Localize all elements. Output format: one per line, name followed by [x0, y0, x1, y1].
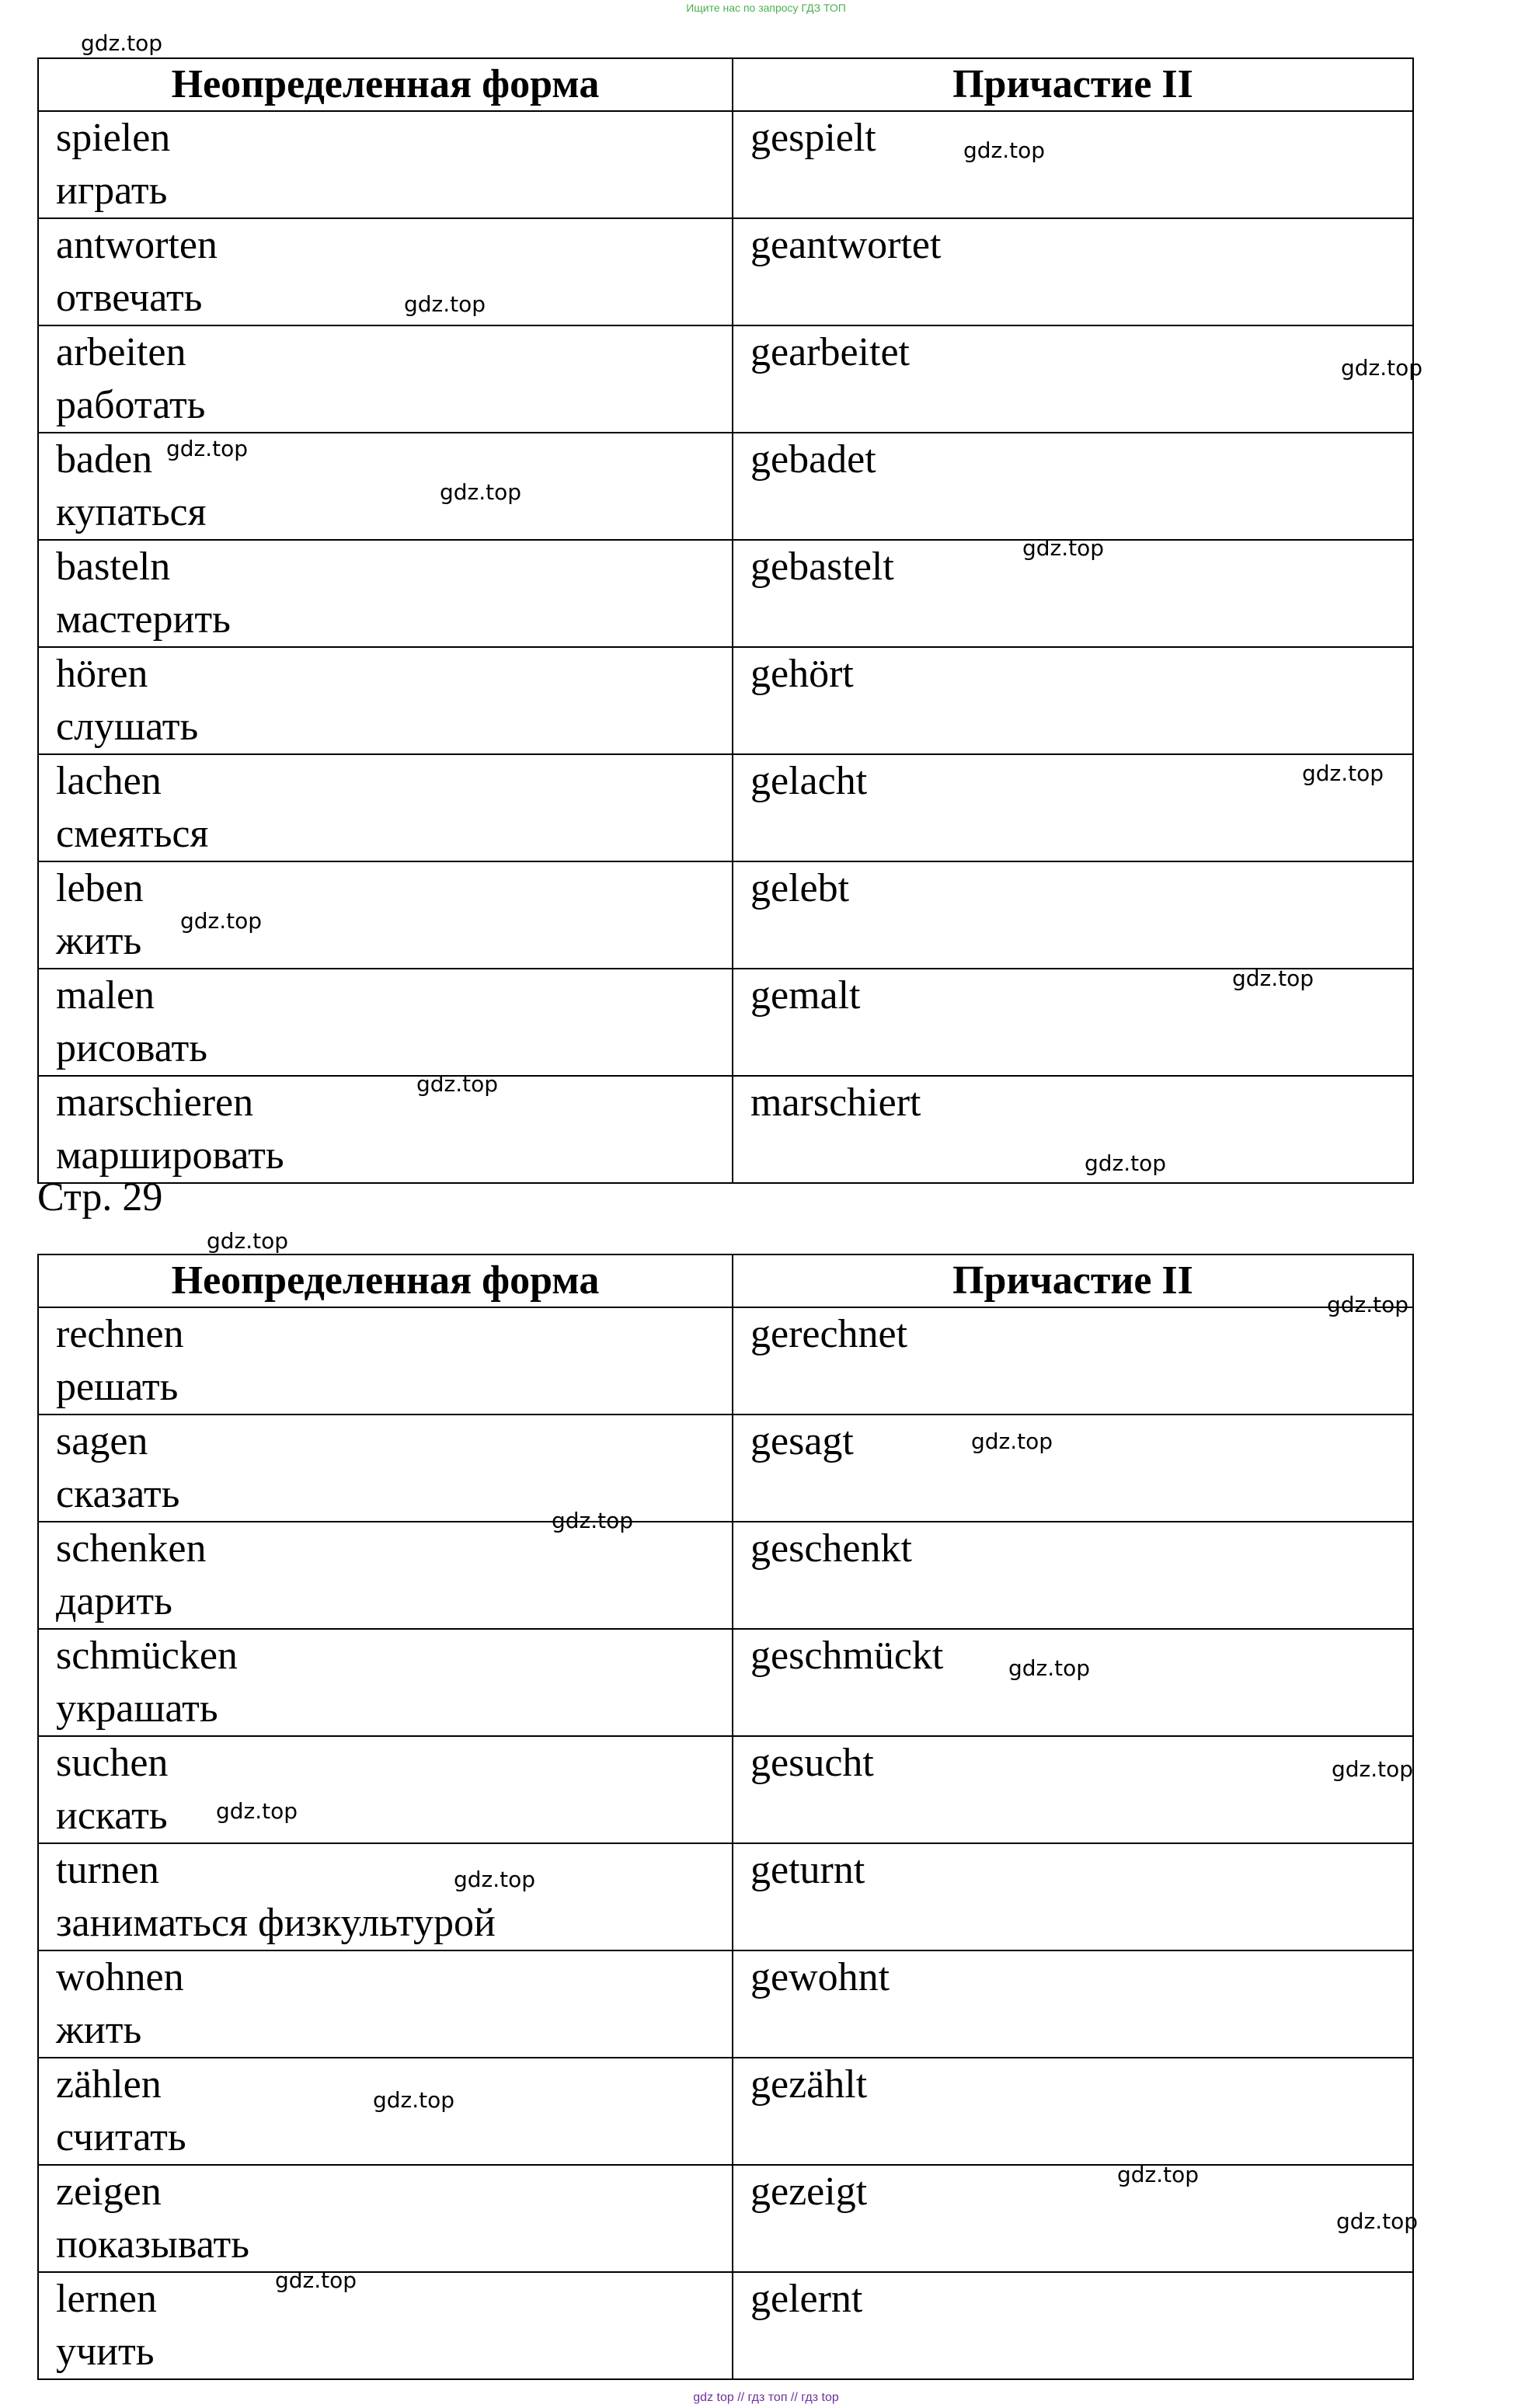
participle-cell: [733, 861, 1413, 969]
infinitive-cell: [38, 325, 733, 433]
participle-cell: [733, 433, 1413, 540]
infinitive-cell: [38, 754, 733, 861]
german-infinitive: leben: [56, 866, 144, 910]
table-row: [38, 2272, 1413, 2379]
participle-ii: gezählt: [750, 2062, 868, 2107]
watermark-text: gdz.top: [1332, 1756, 1414, 1782]
verb-table-1: [37, 57, 1414, 1184]
german-infinitive: wohnen: [56, 1955, 184, 1999]
header-infinitive: Неопределенная форма: [38, 58, 733, 111]
watermark-text: gdz.top: [1336, 2208, 1419, 2234]
table-row: [38, 754, 1413, 861]
participle-cell: [733, 1950, 1413, 2058]
infinitive-cell: [38, 1307, 733, 1415]
table-header-row: [38, 1254, 1413, 1307]
watermark-text: gdz.top: [373, 2087, 455, 2113]
infinitive-cell: [38, 2165, 733, 2272]
watermark-text: gdz.top: [440, 479, 522, 505]
german-infinitive: turnen: [56, 1848, 159, 1892]
infinitive-cell: [38, 1736, 733, 1843]
table-row: [38, 1076, 1413, 1183]
table-row: [38, 969, 1413, 1076]
german-infinitive: sagen: [56, 1419, 148, 1463]
russian-translation: украшать: [56, 1686, 218, 1731]
watermark-text: gdz.top: [1302, 760, 1384, 786]
table-row: [38, 1950, 1413, 2058]
watermark-text: gdz.top: [963, 137, 1046, 163]
participle-ii: gespielt: [750, 116, 876, 160]
watermark-text: gdz.top: [1341, 355, 1423, 381]
participle-cell: [733, 1307, 1413, 1415]
table-row: [38, 1629, 1413, 1736]
watermark-text: gdz.top: [275, 2267, 357, 2293]
german-infinitive: arbeiten: [56, 330, 186, 374]
table-row: [38, 647, 1413, 754]
german-infinitive: schenken: [56, 1526, 207, 1571]
german-infinitive: rechnen: [56, 1312, 184, 1356]
watermark-text: gdz.top: [404, 291, 486, 317]
watermark-text: gdz.top: [1022, 535, 1105, 561]
table-row: [38, 1307, 1413, 1415]
infinitive-cell: [38, 647, 733, 754]
table-row: [38, 325, 1413, 433]
russian-translation: смеяться: [56, 812, 209, 856]
participle-cell: [733, 1522, 1413, 1629]
russian-translation: заниматься физкультурой: [56, 1901, 496, 1945]
participle-ii: gerechnet: [750, 1312, 908, 1356]
footer-text: gdz top // гдз топ // гдз top: [693, 2391, 839, 2404]
header-participle: Причастие II: [733, 1254, 1413, 1307]
watermark-text: gdz.top: [1085, 1150, 1167, 1176]
infinitive-cell: [38, 1629, 733, 1736]
watermark-text: gdz.top: [971, 1428, 1053, 1454]
russian-translation: считать: [56, 2115, 186, 2159]
infinitive-cell: [38, 1071, 733, 1183]
participle-ii: gelernt: [750, 2277, 863, 2321]
watermark-text: gdz.top: [166, 436, 249, 461]
participle-cell: [733, 111, 1413, 218]
header-infinitive: Неопределенная форма: [38, 1254, 733, 1307]
participle-ii: gearbeitet: [750, 330, 910, 374]
infinitive-cell: [38, 1950, 733, 2058]
watermark-text: gdz.top: [1232, 966, 1314, 991]
watermark-text: gdz.top: [1008, 1655, 1091, 1681]
participle-ii: gesucht: [750, 1741, 874, 1785]
infinitive-cell: [38, 218, 733, 325]
header-participle: Причастие II: [733, 58, 1413, 111]
participle-ii: geschmückt: [750, 1634, 944, 1678]
german-infinitive: zeigen: [56, 2170, 162, 2214]
russian-translation: мастерить: [56, 597, 231, 642]
participle-cell: [733, 2058, 1413, 2165]
participle-ii: gemalt: [750, 973, 861, 1018]
table-row: [38, 1736, 1413, 1843]
german-infinitive: baden: [56, 437, 153, 482]
table-row: [38, 1415, 1413, 1522]
participle-ii: gebastelt: [750, 545, 894, 589]
german-infinitive: antworten: [56, 223, 218, 267]
russian-translation: играть: [56, 169, 168, 213]
german-infinitive: lernen: [56, 2277, 157, 2321]
watermark-text: gdz.top: [1327, 1292, 1409, 1317]
table-row: [38, 2165, 1413, 2272]
infinitive-cell: [38, 2267, 733, 2379]
russian-translation: учить: [56, 2330, 155, 2374]
participle-ii: gezeigt: [750, 2170, 868, 2214]
participle-cell: [733, 647, 1413, 754]
participle-ii: geturnt: [750, 1848, 865, 1892]
watermark-text: gdz.top: [552, 1508, 634, 1533]
infinitive-cell: [38, 969, 733, 1076]
watermark-text: gdz.top: [207, 1228, 289, 1254]
participle-ii: gelacht: [750, 759, 868, 803]
german-infinitive: spielen: [56, 116, 171, 160]
german-infinitive: malen: [56, 973, 155, 1018]
participle-ii: gebadet: [750, 437, 876, 482]
russian-translation: работать: [56, 383, 206, 427]
participle-cell: [733, 2162, 1413, 2272]
infinitive-cell: [38, 433, 733, 540]
watermark-text: gdz.top: [180, 908, 263, 934]
table-row: [38, 111, 1413, 218]
page-number-label: Стр. 29: [37, 1175, 163, 1220]
infinitive-cell: [38, 1522, 733, 1629]
german-infinitive: lachen: [56, 759, 162, 803]
german-infinitive: zählen: [56, 2062, 162, 2107]
russian-translation: жить: [56, 2008, 142, 2052]
table-row: [38, 1843, 1413, 1950]
participle-cell: [733, 1629, 1413, 1736]
watermark-text: gdz.top: [1117, 2162, 1199, 2187]
participle-ii: geantwortet: [750, 223, 942, 267]
russian-translation: искать: [56, 1794, 168, 1838]
infinitive-cell: [38, 1415, 733, 1522]
german-infinitive: schmücken: [56, 1634, 238, 1678]
german-infinitive: basteln: [56, 545, 171, 589]
participle-cell: [733, 1736, 1413, 1843]
infinitive-cell: [38, 861, 733, 969]
infinitive-cell: [38, 540, 733, 647]
participle-cell: [733, 325, 1413, 433]
russian-translation: жить: [56, 919, 142, 963]
participle-ii: gesagt: [750, 1419, 854, 1463]
infinitive-cell: [38, 111, 733, 218]
participle-cell: [733, 1076, 1413, 1183]
russian-translation: маршировать: [56, 1133, 284, 1178]
watermark-text: gdz.top: [416, 1071, 499, 1097]
participle-ii: gewohnt: [750, 1955, 890, 1999]
participle-cell: [733, 2272, 1413, 2379]
watermark-text: gdz.top: [81, 30, 163, 56]
table-header-row: [38, 58, 1413, 111]
russian-translation: сказать: [56, 1472, 180, 1516]
table-row: [38, 1522, 1413, 1629]
table-row: [38, 540, 1413, 647]
top-banner: Ищите нас по запросу ГДЗ ТОП: [686, 2, 846, 14]
german-infinitive: suchen: [56, 1741, 169, 1785]
russian-translation: слушать: [56, 705, 199, 749]
participle-ii: gehört: [750, 652, 854, 696]
table-row: [38, 2058, 1413, 2165]
german-infinitive: marschieren: [56, 1080, 254, 1125]
russian-translation: дарить: [56, 1579, 172, 1623]
table-row: [38, 218, 1413, 325]
participle-ii: geschenkt: [750, 1526, 912, 1571]
russian-translation: отвечать: [56, 276, 203, 320]
participle-cell: [733, 218, 1413, 325]
infinitive-cell: [38, 1843, 733, 1950]
participle-cell: [733, 1843, 1413, 1950]
german-infinitive: hören: [56, 652, 148, 696]
russian-translation: показывать: [56, 2222, 249, 2267]
russian-translation: рисовать: [56, 1026, 207, 1070]
watermark-text: gdz.top: [454, 1867, 536, 1892]
russian-translation: купаться: [56, 490, 207, 534]
russian-translation: решать: [56, 1365, 179, 1409]
participle-cell: [733, 1415, 1413, 1522]
participle-ii: marschiert: [750, 1080, 921, 1125]
watermark-text: gdz.top: [216, 1798, 298, 1824]
participle-ii: gelebt: [750, 866, 850, 910]
